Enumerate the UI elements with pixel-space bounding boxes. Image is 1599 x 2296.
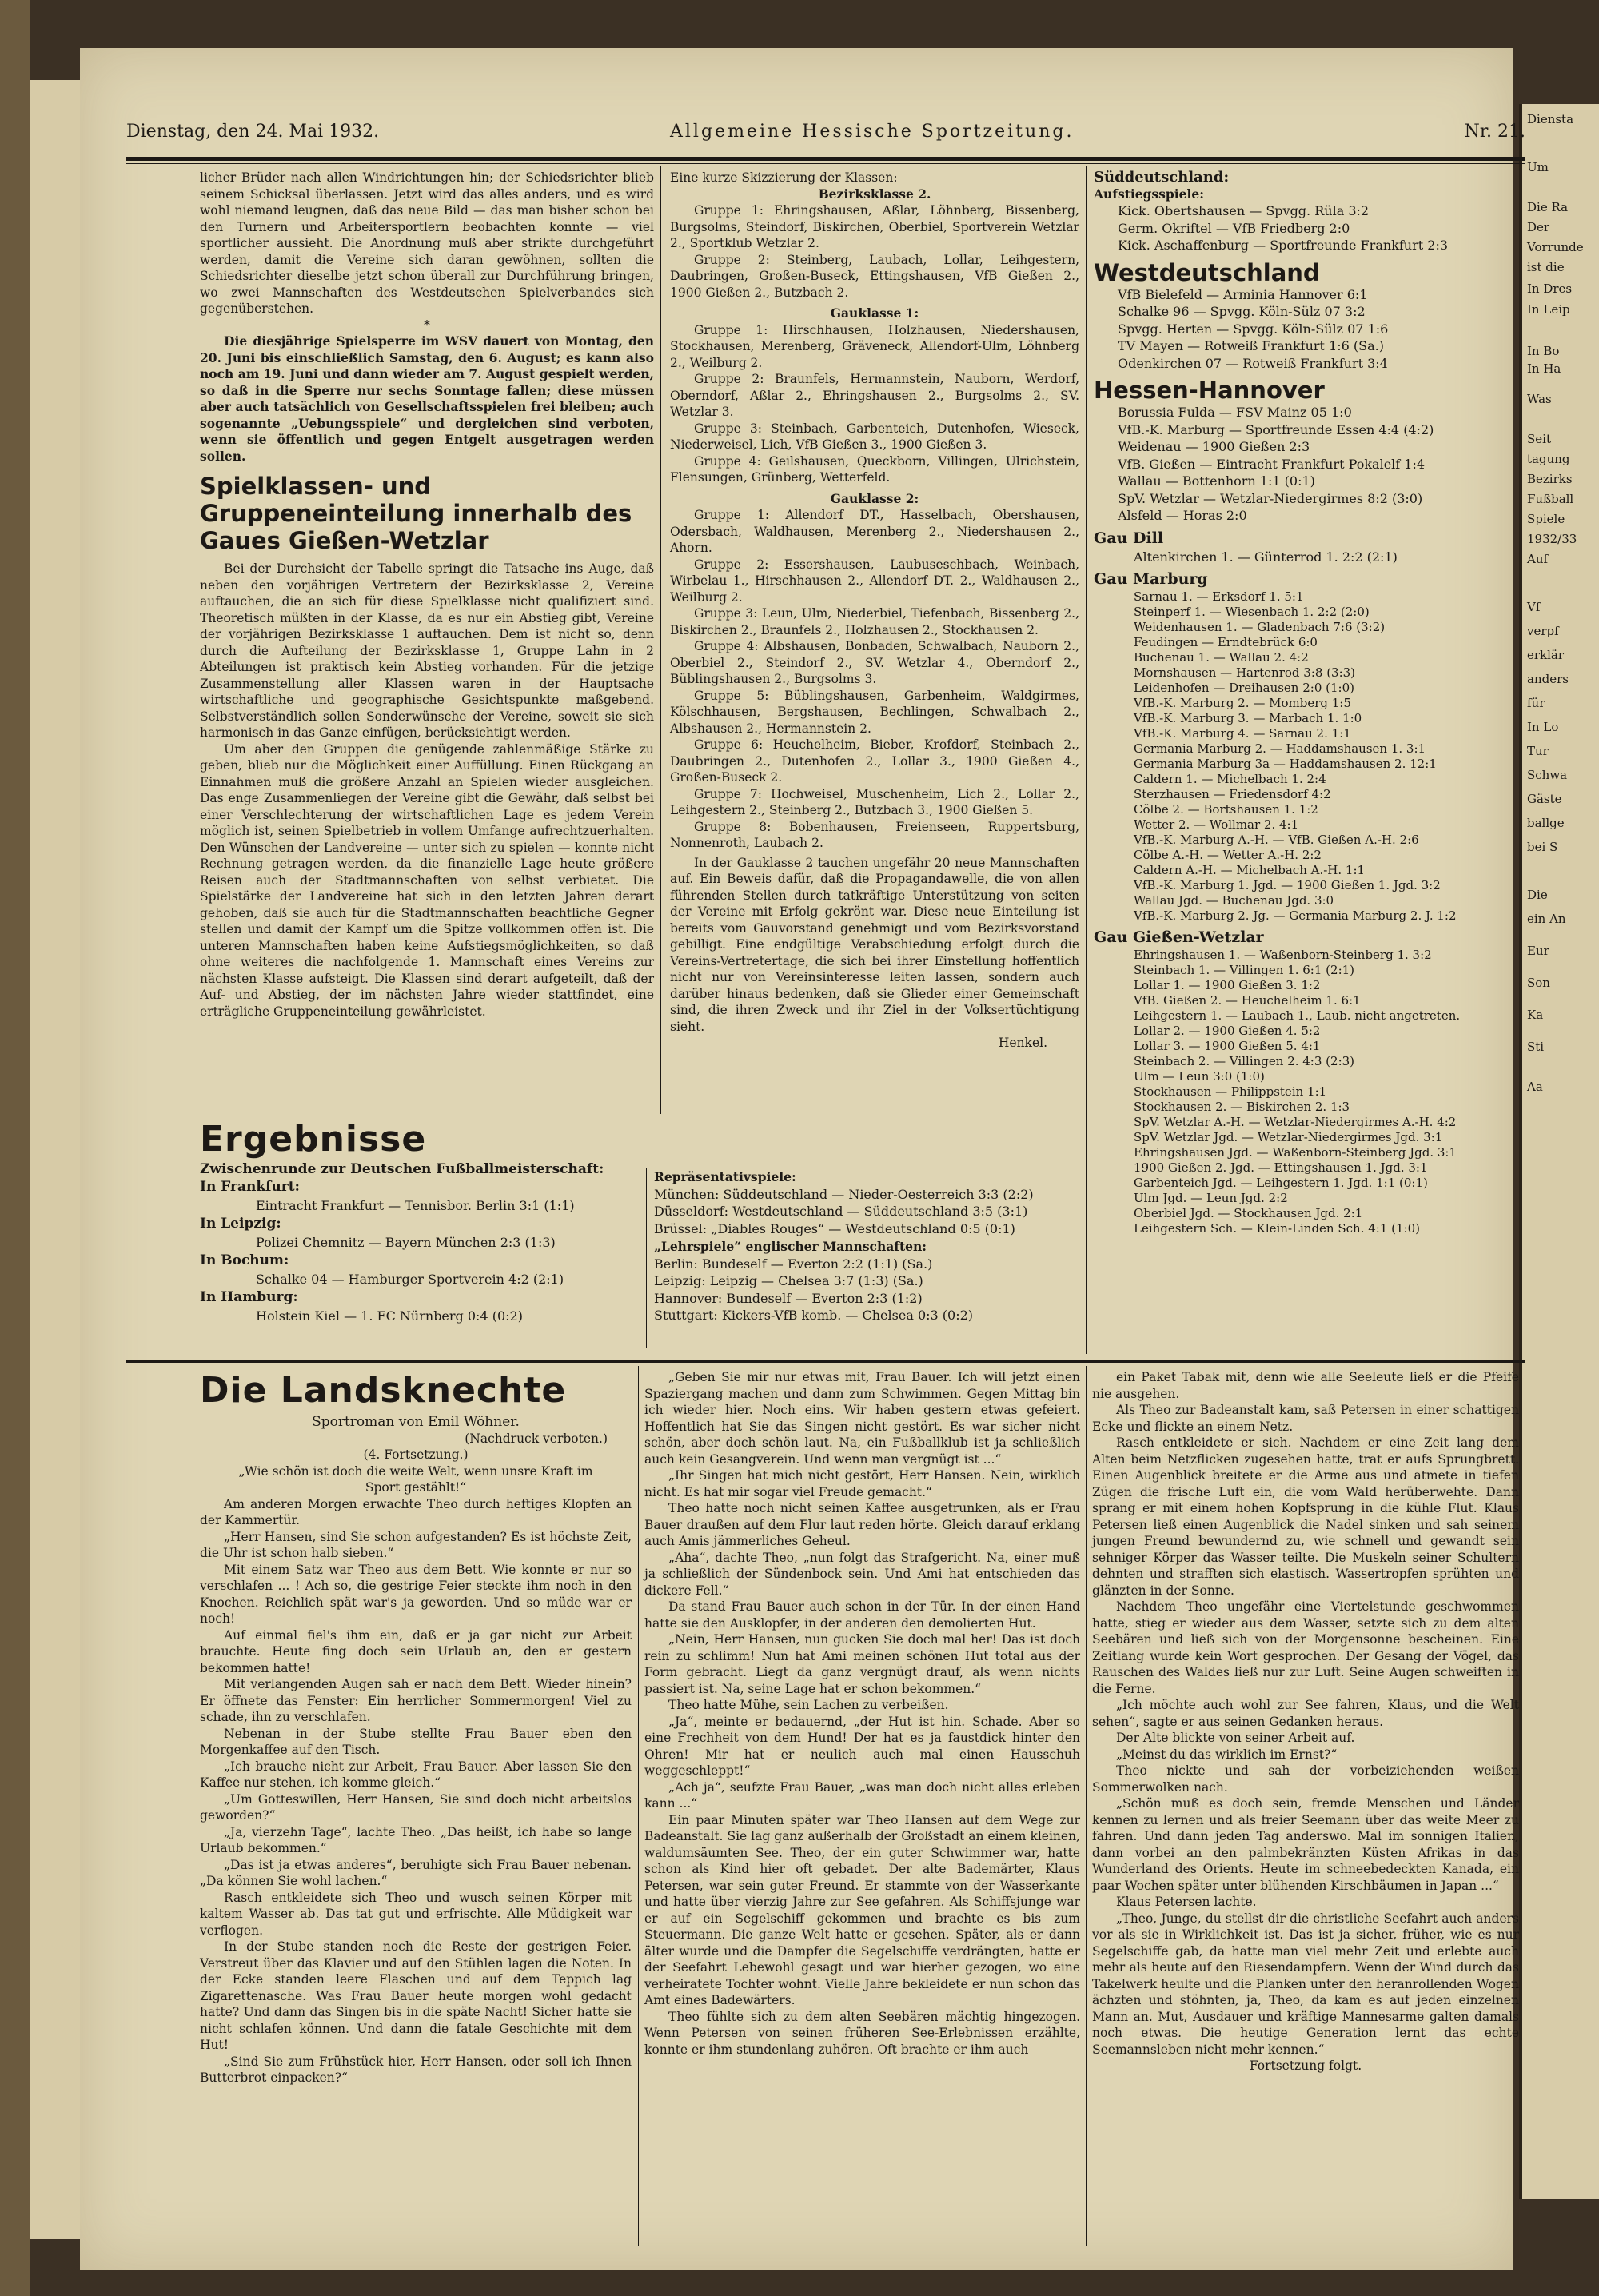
repraesentativspiele-results <box>654 1186 1082 1238</box>
gau-marburg-results <box>1094 589 1519 924</box>
masthead-rule <box>126 157 1525 161</box>
next-page-fragment: Gäste <box>1527 792 1562 806</box>
result-line: Stockhausen — Philippstein 1:1 <box>1134 1084 1327 1099</box>
group-entry: Gruppe 1: Allendorf DT., Hasselbach, Obershausen, Odersbach, Waldhausen, Merenberg 2., Niedershausen 2., Ahorn. <box>670 508 1079 555</box>
result-line: Spvgg. Herten — Spvgg. Köln-Sülz 07 1:6 <box>1118 321 1389 337</box>
result-line: Germ. Okriftel — VfB Friedberg 2:0 <box>1118 220 1350 236</box>
result-line: Odenkirchen 07 — Rotweiß Frankfurt 3:4 <box>1118 355 1388 371</box>
result-line: VfB.-K. Marburg 4. — Sarnau 2. 1:1 <box>1134 726 1351 741</box>
separator-star: * <box>424 317 430 333</box>
group-entry: Gruppe 3: Leun, Ulm, Niederbiel, Tiefenbach, Bissenberg 2., Biskirchen 2., Braunfels 2., Holzhausen 2., Stockhausen 2. <box>670 606 1079 637</box>
novel-paragraph: Auf einmal fiel's ihm ein, daß er ja gar nicht zur Arbeit brauchte. Heute fing doch sein Urlaub an, den er gestern bekommen hatte! <box>200 1627 632 1675</box>
novel-column-3 <box>1092 1369 1519 2074</box>
next-page-fragment: Seit <box>1527 432 1551 446</box>
result-line: Borussia Fulda — FSV Mainz 05 1:0 <box>1118 405 1352 420</box>
venue-match: Polizei Chemnitz — Bayern München 2:3 (1:3) <box>256 1234 556 1250</box>
result-line: Wetter 2. — Wollmar 2. 4:1 <box>1134 817 1299 832</box>
spielsperre-notice: Die diesjährige Spielsperre im WSV dauert von Montag, den 20. Juni bis einschließlich Samstag, den 6. August; es kann also noch am 19. Juni und dann wieder am 7. August gespielt werden, so daß in die Sperre nur sechs Sonntage fallen; diese müssen aber auch tatsächlich von Gesellschaftsspielen frei bleiben; auch sogenannte „Uebungsspiele“ und dergleichen sind verboten, wenn sie öffentlich und gegen Entgelt ausgetragen werden sollen. <box>200 333 654 464</box>
venue-match: Schalke 04 — Hamburger Sportverein 4:2 (2:1) <box>256 1271 564 1287</box>
next-page-fragment: 1932/33 <box>1527 532 1577 546</box>
masthead-number: Nr. 21. <box>1464 122 1525 142</box>
next-page-fragment: Was <box>1527 392 1552 406</box>
repraesentativspiele-title: Repräsentativspiele: <box>654 1169 796 1184</box>
ergebnisse-section <box>200 1118 644 1325</box>
novel-paragraph: „Sind Sie zum Frühstück hier, Herr Hansen, oder soll ich Ihnen Butterbrot einpacken?“ <box>200 2054 632 2085</box>
intro-paragraph: licher Brüder nach allen Windrichtungen hin; der Schiedsrichter blieb seinem Schicksal überlassen. Jetzt wird das alles anders, und es wird wohl niemand leugnen, daß das neue Bild — das man bisher schon bei den Turnern und Arbeitersportlern beobachten konnte — viel sportlicher aussieht. Die Anordnung muß aber strikte durchgeführt werden, damit die Vereine sich daran gewöhnen, sollten die Schiedsrichter dieselbe jetzt schon überall zur Durchführung bringen, wo zwei Mannschaften des Westdeutschen Spielverbandes sich gegenüberstehen. <box>200 170 654 316</box>
next-page-fragment: Diensta <box>1527 112 1574 126</box>
column-3 <box>1094 170 1519 1236</box>
novel-paragraph: „Um Gotteswillen, Herr Hansen, Sie sind doch nicht arbeitslos geworden?“ <box>200 1791 632 1823</box>
novel-paragraph: In der Stube standen noch die Reste der gestrigen Feier. Verstreut über das Klavier und auf den Stühlen lagen die Noten. In der Ecke standen leere Flaschen und auf dem Teppich lag Zigarettenasche. Was Frau Bauer heute morgen wohl gedacht hatte? Und dann das Singen bis in die späte Nacht! Sicher hatte sie nicht schlafen können. Und dann die fatale Geschichte mit dem Hut! <box>200 1939 632 2052</box>
result-line: Garbenteich Jgd. — Leihgestern 1. Jgd. 1:1 (0:1) <box>1134 1176 1428 1190</box>
novel-title: Die Landsknechte <box>200 1370 567 1411</box>
next-page-fragment: Ka <box>1527 1008 1544 1022</box>
novel-paragraph: „Ich möchte auch wohl zur See fahren, Klaus, und die Welt sehen“, sagte er aus seinen Gedanken heraus. <box>1092 1698 1519 1729</box>
next-page-fragment: Schwa <box>1527 768 1568 782</box>
result-line: Ehringshausen Jgd. — Waßenborn-Steinberg Jgd. 3:1 <box>1134 1145 1457 1160</box>
novel-rights: (Nachdruck verboten.) <box>465 1431 608 1446</box>
next-page-fragment: In Leip <box>1527 302 1570 317</box>
skizzierung-intro: Eine kurze Skizzierung der Klassen: <box>670 170 898 185</box>
lehrspiele-results <box>654 1256 1082 1324</box>
result-line: Ulm Jgd. — Leun Jgd. 2:2 <box>1134 1191 1288 1205</box>
result-line: Lollar 1. — 1900 Gießen 3. 1:2 <box>1134 978 1321 992</box>
closing-paragraph: In der Gauklasse 2 tauchen ungefähr 20 neue Mannschaften auf. Ein Beweis dafür, daß die Propagandawelle, die von allen führenden Stellen durch tatkräftige Unterstützung von seiten der Vereine mit Erfolg gekrönt war. Diese neue Einteilung ist bereits vom Gauvorstand genehmigt und vom Bezirksvorstand gebilligt. Eine endgültige Verabschiedung erfolgt durch die Vereins-Vertretertage, die sich bei ihrer Einstellung hoffentlich nicht nur von Vereinsinteresse leiten lassen, sondern auch darüber hinaus bedenken, daß sie Glieder einer Gemeinschaft sind, die ihren Zweck und ihr Ziel in der Volksertüchtigung sieht. <box>670 855 1079 1034</box>
next-page-fragment: Fußball <box>1527 492 1574 506</box>
novel-paragraph: „Herr Hansen, sind Sie schon aufgestanden? Es ist höchste Zeit, die Uhr ist schon halb sieben.“ <box>200 1529 632 1560</box>
group-entry: Gruppe 2: Steinberg, Laubach, Lollar, Leihgestern, Daubringen, Großen-Buseck, Ettingshausen, VfB Gießen 2., 1900 Gießen 2., Butzbach 2. <box>670 252 1079 300</box>
result-line: Steinbach 2. — Villingen 2. 4:3 (2:3) <box>1134 1054 1355 1068</box>
next-page-fragment: anders <box>1527 672 1569 686</box>
result-line: Kick. Aschaffenburg — Sportfreunde Frankfurt 2:3 <box>1118 238 1449 253</box>
result-line: Kick. Obertshausen — Spvgg. Rüla 3:2 <box>1118 203 1370 218</box>
group-entry: Gruppe 4: Geilshausen, Queckborn, Villingen, Ulrichstein, Flensungen, Grünberg, Wetterfeld. <box>670 453 1079 485</box>
sueddeutschland-results <box>1094 202 1519 254</box>
gauklasse-1-groups <box>670 322 1079 486</box>
novel-paragraph: Mit verlangenden Augen sah er nach dem Bett. Wieder hinein? Er öffnete das Fenster: Ein herrlicher Sommermorgen! Viel zu schade, ihn zu verschlafen. <box>200 1677 632 1724</box>
novel-paragraph: Der Alte blickte von seiner Arbeit auf. <box>1116 1731 1355 1745</box>
result-line: Hannover: Bundeself — Everton 2:3 (1:2) <box>654 1290 923 1306</box>
next-page-fragment: Bezirks <box>1527 472 1573 486</box>
novel-verse: „Wie schön ist doch die weite Welt, wenn unsre Kraft im Sport gestählt!“ <box>238 1463 593 1495</box>
repraesentativ-section <box>654 1169 1082 1324</box>
masthead-title: Allgemeine Hessische Sportzeitung. <box>670 122 1075 142</box>
next-page-fragment: Auf <box>1527 552 1549 566</box>
group-entry: Gruppe 5: Büblingshausen, Garbenheim, Waldgirmes, Kölschhausen, Bergshausen, Bechlingen, Schwalbach 2., Albshausen 2., Hermannstein 2. <box>670 688 1079 736</box>
result-line: Caldern 1. — Michelbach 1. 2:4 <box>1134 772 1326 786</box>
result-line: Alsfeld — Horas 2:0 <box>1118 508 1247 523</box>
novel-paragraph: „Geben Sie mir nur etwas mit, Frau Bauer. Ich will jetzt einen Spaziergang machen und dann zum Schwimmen. Gegen Mittag bin ich wieder hier. Noch eins. Wir haben gestern etwas gefeiert. Hoffentlich hat Sie das Singen nicht gestört. Es war sicher nicht schön, aber doch schön laut. Na, ein Fußballklub ist ja schließlich auch kein Gesangverein. Und wenn man vergnügt ist ...“ <box>644 1370 1080 1467</box>
next-page-fragment: Spiele <box>1527 512 1565 526</box>
result-line: Steinbach 1. — Villingen 1. 6:1 (2:1) <box>1134 963 1355 977</box>
next-page-fragment: Um <box>1527 160 1549 174</box>
novel-text-1 <box>200 1496 632 2086</box>
gau-giessen-wetzlar-results <box>1094 948 1519 1236</box>
result-line: Leihgestern 1. — Laubach 1., Laub. nicht angetreten. <box>1134 1008 1461 1023</box>
next-page-fragment: tagung <box>1527 452 1570 466</box>
masthead-date: Dienstag, den 24. Mai 1932. <box>126 122 380 142</box>
gau-giessen-wetzlar-title: Gau Gießen-Wetzlar <box>1094 928 1264 946</box>
novel-column-rule-1 <box>638 1366 639 2246</box>
novel-paragraph: „Ich brauche nicht zur Arbeit, Frau Bauer. Aber lassen Sie den Kaffee nur stehen, ich komme gleich.“ <box>200 1759 632 1790</box>
novel-top-rule <box>126 1360 1525 1363</box>
result-line: Stockhausen 2. — Biskirchen 2. 1:3 <box>1134 1100 1350 1114</box>
novel-paragraph: „Ja, vierzehn Tage“, lachte Theo. „Das heißt, ich habe so lange Urlaub bekommen.“ <box>200 1824 632 1855</box>
next-page-fragment: In Ha <box>1527 361 1561 376</box>
gau-dill-results <box>1094 549 1519 566</box>
result-line: Germania Marburg 2. — Haddamshausen 1. 3:1 <box>1134 741 1426 756</box>
result-line: Cölbe A.-H. — Wetter A.-H. 2:2 <box>1134 848 1322 862</box>
result-line: Sterzhausen — Friedensdorf 4:2 <box>1134 787 1331 801</box>
section-heading: Spielklassen- und Gruppeneinteilung innerhalb des Gaues Gießen-Wetzlar <box>200 473 632 554</box>
result-line: Cölbe 2. — Bortshausen 1. 1:2 <box>1134 802 1318 817</box>
group-entry: Gruppe 8: Bobenhausen, Freienseen, Ruppertsburg, Nonnenroth, Laubach 2. <box>670 819 1079 850</box>
next-page-fragment: Son <box>1527 976 1550 990</box>
next-page-fragment: Die Ra <box>1527 200 1569 214</box>
next-page-fragment: Der <box>1527 220 1550 234</box>
novel-paragraph: „Das ist ja etwas anderes“, beruhigte sich Frau Bauer nebenan. „Da können Sie wohl lachen.“ <box>200 1857 632 1888</box>
next-page-fragment: Die <box>1527 888 1548 902</box>
group-entry: Gruppe 2: Braunfels, Hermannstein, Nauborn, Werdorf, Oberndorf, Aßlar 2., Ehringshausen 2., Burgsolms 2., SV. Wetzlar 3. <box>670 372 1079 419</box>
result-line: VfB.-K. Marburg A.-H. — VfB. Gießen A.-H. 2:6 <box>1134 833 1419 847</box>
result-line: VfB. Gießen — Eintracht Frankfurt Pokalelf 1:4 <box>1118 456 1426 472</box>
next-page-fragment: ein An <box>1527 912 1566 926</box>
venue-place: In Bochum: <box>200 1252 289 1268</box>
next-page-fragment: für <box>1527 696 1545 710</box>
result-line: Leihgestern Sch. — Klein-Linden Sch. 4:1 (1:0) <box>1134 1221 1420 1236</box>
next-page-fragment: Sti <box>1527 1040 1545 1054</box>
result-line: SpV. Wetzlar A.-H. — Wetzlar-Niedergirmes A.-H. 4:2 <box>1134 1115 1457 1129</box>
zwischenrunde-results <box>200 1178 644 1325</box>
result-line: Germania Marburg 3a — Haddamshausen 2. 12:1 <box>1134 757 1437 771</box>
result-line: Wallau Jgd. — Buchenau Jgd. 3:0 <box>1134 893 1334 908</box>
novel-paragraph: Klaus Petersen lachte. <box>1116 1895 1257 1909</box>
novel-column-1 <box>200 1369 632 2086</box>
novel-paragraph: Ein paar Minuten später war Theo Hansen auf dem Wege zur Badeanstalt. Sie lag ganz außerhalb der Großstadt an einem kleinen, waldumsäumten See. Theo, der ein guter Schwimmer war, hatte schon als Kind hier oft gebadet. Der alte Bademärter, Klaus Petersen, war sein guter Freund. Er stammte von der Wasserkante und hatte über vierzig Jahre zur See gefahren. Als Schiffsjunge war er auf ein Segelschiff gekommen und brachte es bis zum Steuermann. Die ganze Welt hatte er gesehen. Später, als er dann älter wurde und die Dampfer die Segelschiffe verdrängten, hatte er der Seefahrt Lebewohl gesagt und war hierher gezogen, wo eine verheiratete Tochter wohnt. Vielle Jahre bekleidete er nun schon das Amt eines Badewärters. <box>644 1812 1080 2007</box>
novel-paragraph: Theo hatte Mühe, sein Lachen zu verbeißen. <box>668 1698 949 1712</box>
novel-installment: (4. Fortsetzung.) <box>363 1447 469 1462</box>
page-edges <box>30 80 82 2239</box>
gauklasse-1-title: Gauklasse 1: <box>830 305 919 321</box>
result-line: Lollar 2. — 1900 Gießen 4. 5:2 <box>1134 1024 1321 1038</box>
group-entry: Gruppe 1: Hirschhausen, Holzhausen, Niedershausen, Stockhausen, Merenberg, Gräveneck, Allendorf-Ulm, Löhnberg 2., Weilburg 2. <box>670 322 1079 370</box>
next-page-fragment: bei S <box>1527 840 1558 854</box>
result-line: Feudingen — Erndtebrück 6:0 <box>1134 635 1318 649</box>
masthead-rule-thin <box>126 163 1525 164</box>
lehrspiele-title: „Lehrspiele“ englischer Mannschaften: <box>654 1239 927 1254</box>
next-page-fragment: erklär <box>1527 648 1565 662</box>
column-rule-2 <box>1086 166 1087 1354</box>
westdeutschland-results <box>1094 286 1519 373</box>
next-page-fragment: ist die <box>1527 260 1565 274</box>
novel-paragraph: „Theo, Junge, du stellst dir die christliche Seefahrt auch anders vor als sie in Wirklichkeit ist. Das ist ja sicher, früher, wie es nur Segelschiffe gab, da hatte man viel mehr Zeit und erlebte auch mehr als heute auf den Riesendampfern. Wenn der Wind durch das Takelwerk heulte und die Planken unter den heranrollenden Wogen ächzten und stöhnten, ja, Theo, da kam es auf jeden einzelnen Mann an. Mut, Ausdauer und kräftige Mannesarme galten damals noch etwas. Die heutige Generation lernt das echte Seemannsleben nicht mehr kennen.“ <box>1092 1911 1519 2057</box>
result-line: 1900 Gießen 2. Jgd. — Ettingshausen 1. Jgd. 3:1 <box>1134 1160 1428 1175</box>
column-rule-1 <box>660 166 661 1114</box>
next-page-fragment: ballge <box>1527 816 1565 830</box>
result-line: München: Süddeutschland — Nieder-Oesterreich 3:3 (2:2) <box>654 1186 1034 1202</box>
next-page-fragment: In Lo <box>1527 720 1559 734</box>
gau-marburg-title: Gau Marburg <box>1094 570 1208 588</box>
novel-paragraph: Mit einem Satz war Theo aus dem Bett. Wie konnte er nur so verschlafen ... ! Ach so, die gestrige Feier steckte ihm noch in den Knochen. Reichlich spät war's ja geworden. Und so müde war er noch! <box>200 1562 632 1626</box>
novel-paragraph: „Meinst du das wirklich im Ernst?“ <box>1116 1747 1338 1762</box>
result-line: TV Mayen — Rotweiß Frankfurt 1:6 (Sa.) <box>1118 338 1384 353</box>
next-page-fragment: In Bo <box>1527 344 1560 358</box>
novel-paragraph: Am anderen Morgen erwachte Theo durch heftiges Klopfen an der Kammertür. <box>200 1496 632 1527</box>
result-line: Leidenhofen — Dreihausen 2:0 (1:0) <box>1134 681 1354 695</box>
gauklasse-2-title: Gauklasse 2: <box>830 490 919 506</box>
result-line: Altenkirchen 1. — Günterrod 1. 2:2 (2:1) <box>1134 549 1398 565</box>
group-entry: Gruppe 4: Albshausen, Bonbaden, Schwalbach, Nauborn 2., Oberbiel 2., Steindorf 2., SV. Wetzlar 4., Oberndorf 2., Büblingshausen 2., Burgsolms 3. <box>670 639 1079 686</box>
next-page-fragment: verpf <box>1527 624 1559 638</box>
gau-dill-title: Gau Dill <box>1094 529 1164 547</box>
binding-strip <box>0 0 30 2296</box>
result-line: VfB.-K. Marburg — Sportfreunde Essen 4:4 (4:2) <box>1118 421 1434 437</box>
paragraph: Um aber den Gruppen die genügende zahlenmäßige Stärke zu geben, blieb nur die Möglichkeit einer Auffüllung. Einen Rückgang an Einnahmen muß die größere Anzahl an Spielen wieder ausgleichen. Das enge Zusammenliegen der Vereine gibt die Gewähr, daß selbst bei einer Verschlechterung der wirtschaftlichen Lage es jedem Verein möglich ist, seinen Spielbetrieb in vollem Umfange aufrechtzuerhalten. Den Wünschen der Landvereine — unter sich zu spielen — konnte nicht Rechnung getragen werden, da die finanzielle Lage heute größere Reisen auch der Stadtmannschaften von selbst verbietet. Die Spielstärke der Landvereine hat sich in den letzten Jahren derart gehoben, daß sie auch für die Stadtmannschaften beachtliche Gegner stellen und damit der Kampf um die Spitze vollkommen offen ist. Die unteren Mannschaften haben keine Aufstiegsmöglichkeiten, so daß ohne weiteres die nachfolgende 1. Mannschaft eines Vereins zur nächsten Klasse aufsteigt. Die Klassen sind derart aufgeteilt, daß der Auf- und Abstieg, der im nächsten Jahre wieder stattfindet, eine erträgliche Gruppeneinteilung gewährleistet. <box>200 741 654 1019</box>
group-entry: Gruppe 7: Hochweisel, Muschenheim, Lich 2., Lollar 2., Leihgestern 2., Steinberg 2., Butzbach 3., 1900 Gießen 5. <box>670 786 1079 817</box>
venue-match: Eintracht Frankfurt — Tennisbor. Berlin 3:1 (1:1) <box>256 1197 575 1213</box>
novel-paragraph: „Ihr Singen hat mich nicht gestört, Herr Hansen. Nein, wirklich nicht. Es hat mir sogar viel Freude gemacht.“ <box>644 1468 1080 1499</box>
next-page-fragment: In Dres <box>1527 282 1573 296</box>
paragraph: Bei der Durchsicht der Tabelle springt die Tatsache ins Auge, daß neben den vorjährigen Vertretern der Bezirksklasse 2, Vereine auftauchen, die an sich für diese Spielklasse nicht qualifiziert sind. Theoretisch müßten in der Klasse, da es nur ein Abstieg gibt, Vereine der vorjährigen Bezirksklasse 1 auftauchen. Dem ist nicht so, denn durch die Aufteilung der Bezirksklasse 1, Gruppe Lahn in 2 Abteilungen ist praktisch kein Abstieg vorhanden. Für die jetzige Zusammenstellung aller Klassen waren in der Hauptsache wirtschaftliche und geographische Gesichtspunkte maßgebend. Selbstverständlich sollen Sonderwünsche der Vereine, soweit sie sich harmonisch in das Ganze einfügen, berücksichtigt werden. <box>200 561 654 740</box>
column-2 <box>670 170 1079 1052</box>
result-line: SpV. Wetzlar Jgd. — Wetzlar-Niedergirmes Jgd. 3:1 <box>1134 1130 1443 1144</box>
novel-paragraph: „Nein, Herr Hansen, nun gucken Sie doch mal her! Das ist doch rein zu schlimm! Nun hat Ami meinen schönen Hut total aus der Form gebracht. Liegt da ganz vergnügt drauf, als wenn nichts passiert ist. Na, seine Lage hat er schon bekommen.“ <box>644 1632 1080 1696</box>
novel-paragraph: Theo hatte noch nicht seinen Kaffee ausgetrunken, als er Frau Bauer draußen auf dem Flur laut reden hörte. Gleich darauf erklang auch Amis jämmerliches Geheul. <box>644 1501 1080 1548</box>
author: Henkel. <box>998 1036 1047 1050</box>
result-line: Brüssel: „Diables Rouges“ — Westdeutschland 0:5 (0:1) <box>654 1220 1015 1236</box>
result-line: Weidenhausen 1. — Gladenbach 7:6 (3:2) <box>1134 620 1386 634</box>
novel-paragraph: „Aha“, dachte Theo, „nun folgt das Strafgericht. Na, einer muß ja schließlich der Sündenbock sein. Und Ami hat entschieden das dickere Fell.“ <box>644 1550 1080 1598</box>
result-line: VfB.-K. Marburg 3. — Marbach 1. 1:0 <box>1134 711 1362 725</box>
ergebnisse-subtitle: Zwischenrunde zur Deutschen Fußballmeisterschaft: <box>200 1161 604 1177</box>
novel-paragraph: Da stand Frau Bauer auch schon in der Tür. In der einen Hand hatte sie den Ausklopfer, in der anderen den demolierten Hut. <box>644 1599 1080 1631</box>
novel-paragraph: „Schön muß es doch sein, fremde Menschen und Länder kennen zu lernen und als freier Seemann über das weite Meer zu fahren. Und dann jeden Tag anderswo. Mal im sonnigen Italien, dann vorbei an den palmbekränzten Küsten Afrikas in das Wunderland des Orients. Heute im schneebedeckten Kanada, ein paar Wochen später unter blühenden Kirschbäumen in Japan ...“ <box>1092 1796 1519 1893</box>
next-page-fragment: Tur <box>1527 744 1549 758</box>
result-line: Ulm — Leun 3:0 (1:0) <box>1134 1069 1265 1084</box>
novel-column-rule-2 <box>1086 1366 1087 2246</box>
next-page-fragment: Vf <box>1527 600 1541 614</box>
bezirksklasse-title: Bezirksklasse 2. <box>818 186 931 202</box>
result-line: Buchenau 1. — Wallau 2. 4:2 <box>1134 650 1309 665</box>
result-line: Berlin: Bundeself — Everton 2:2 (1:1) (Sa.) <box>654 1256 933 1272</box>
result-line: Caldern A.-H. — Michelbach A.-H. 1:1 <box>1134 863 1366 877</box>
result-line: Lollar 3. — 1900 Gießen 5. 4:1 <box>1134 1039 1321 1053</box>
westdeutschland-title: Westdeutschland <box>1094 258 1320 286</box>
result-line: VfB.-K. Marburg 2. Jg. — Germania Marburg 2. J. 1:2 <box>1134 908 1457 923</box>
novel-paragraph: „Ja“, meinte er bedauernd, „der Hut ist hin. Schade. Aber so eine Frechheit von dem Hund! Der hat es ja faustdick hinter den Ohren! Mir hat er neulich auch mal einen Hausschuh weggeschleppt!“ <box>644 1714 1080 1778</box>
next-page-edge <box>1519 104 1599 2199</box>
next-page-fragment: Aa <box>1527 1080 1543 1094</box>
venue-place: In Frankfurt: <box>200 1178 300 1195</box>
ergebnisse-mid-rule <box>646 1168 647 1348</box>
result-line: Leipzig: Leipzig — Chelsea 3:7 (1:3) (Sa.) <box>654 1273 923 1288</box>
novel-paragraph: Rasch entkleidete sich Theo und wusch seinen Körper mit kaltem Wasser ab. Das tat gut und erfrischte. Alle Müdigkeit war verflogen. <box>200 1890 632 1938</box>
novel-paragraph: Nebenan in der Stube stellte Frau Bauer eben den Morgenkaffee auf den Tisch. <box>200 1726 632 1757</box>
result-line: Schalke 96 — Spvgg. Köln-Sülz 07 3:2 <box>1118 304 1366 319</box>
novel-paragraph: Als Theo zur Badeanstalt kam, saß Petersen in einer schattigen Ecke und flickte an einem Netz. <box>1092 1403 1519 1434</box>
result-line: VfB Bielefeld — Arminia Hannover 6:1 <box>1118 286 1368 302</box>
result-line: VfB.-K. Marburg 2. — Momberg 1:5 <box>1134 696 1351 710</box>
venue-place: In Leipzig: <box>200 1215 281 1232</box>
novel-paragraph: Theo fühlte sich zu dem alten Seebären mächtig hingezogen. Wenn Petersen von seinen früheren See-Erlebnissen erzählte, konnte er ihm stundenlang zuhören. Oft brachte er ihm auch <box>644 2009 1080 2057</box>
result-line: Steinperf 1. — Wiesenbach 1. 2:2 (2:0) <box>1134 605 1370 619</box>
result-line: VfB.-K. Marburg 1. Jgd. — 1900 Gießen 1. Jgd. 3:2 <box>1134 878 1441 892</box>
hessen-hannover-results <box>1094 404 1519 525</box>
group-entry: Gruppe 2: Essershausen, Laubuseschbach, Weinbach, Wirbelau 1., Hirschhausen 2., Allendorf DT. 2., Waldhausen 2., Weilburg 2. <box>670 557 1079 605</box>
novel-column-2 <box>644 1369 1080 2058</box>
venue-place: In Hamburg: <box>200 1288 298 1305</box>
group-entry: Gruppe 3: Steinbach, Garbenteich, Dutenhofen, Wieseck, Niederweisel, Lich, VfB Gießen 3., 1900 Gießen 3. <box>670 421 1079 452</box>
venue-match: Holstein Kiel — 1. FC Nürnberg 0:4 (0:2) <box>256 1308 523 1324</box>
result-line: Ehringshausen 1. — Waßenborn-Steinberg 1. 3:2 <box>1134 948 1432 962</box>
column-1 <box>200 170 654 1020</box>
result-line: Düsseldorf: Westdeutschland — Süddeutschland 3:5 (3:1) <box>654 1204 1028 1219</box>
sueddeutschland-title: Süddeutschland: <box>1094 169 1230 186</box>
result-line: VfB. Gießen 2. — Heuchelheim 1. 6:1 <box>1134 993 1361 1008</box>
fortsetzung-folgt: Fortsetzung folgt. <box>1249 2058 1362 2073</box>
bezirksklasse-groups <box>670 202 1079 301</box>
result-line: Wallau — Bottenhorn 1:1 (0:1) <box>1118 473 1315 489</box>
masthead <box>126 118 1525 144</box>
result-line: Oberbiel Jgd. — Stockhausen Jgd. 2:1 <box>1134 1206 1363 1220</box>
group-entry: Gruppe 6: Heuchelheim, Bieber, Krofdorf, Steinbach 2., Daubringen 2., Dutenhofen 2., Lollar 3., 1900 Gießen 4., Großen-Buseck 2. <box>670 737 1079 785</box>
result-line: Sarnau 1. — Erksdorf 1. 5:1 <box>1134 589 1304 604</box>
result-line: SpV. Wetzlar — Wetzlar-Niedergirmes 8:2 (3:0) <box>1118 490 1423 506</box>
group-entry: Gruppe 1: Ehringshausen, Aßlar, Löhnberg, Bissenberg, Burgsolms, Steindorf, Biskirchen, Oberbiel, Sportverein Wetzlar 2., Sportklub Wetzlar 2. <box>670 203 1079 250</box>
next-page-fragment: Eur <box>1527 944 1549 958</box>
hessen-hannover-title: Hessen-Hannover <box>1094 377 1325 404</box>
novel-paragraph: „Ach ja“, seufzte Frau Bauer, „was man doch nicht alles erleben kann ...“ <box>644 1779 1080 1811</box>
novel-subtitle: Sportroman von Emil Wöhner. <box>312 1414 520 1430</box>
result-line: Mornshausen — Hartenrod 3:8 (3:3) <box>1134 665 1356 680</box>
result-line: Weidenau — 1900 Gießen 2:3 <box>1118 439 1310 454</box>
next-page-fragment: Vorrunde <box>1527 240 1584 254</box>
result-line: Stuttgart: Kickers-VfB komb. — Chelsea 0:3 (0:2) <box>654 1308 974 1323</box>
novel-text-3 <box>1092 1369 1519 2058</box>
novel-paragraph: ein Paket Tabak mit, denn wie alle Seeleute ließ er die Pfeife nie ausgehen. <box>1092 1370 1519 1401</box>
ergebnisse-title: Ergebnisse <box>200 1119 427 1160</box>
aufstiegsspiele-subtitle: Aufstiegsspiele: <box>1094 186 1204 202</box>
novel-paragraph: Nachdem Theo ungefähr eine Viertelstunde geschwommen hatte, stieg er wieder aus dem Wasser, setzte sich zu dem alten Seebären und ließ sich von der Morgensonne bescheinen. Eine Zeitlang wurde kein Wort gesprochen. Der Gesang der Vögel, das Rauschen des Waldes ließ nur zur Luft. Seine Augen schweiften in die Ferne. <box>1092 1599 1519 1696</box>
novel-paragraph: Rasch entkleidete er sich. Nachdem er eine Zeit lang dem Alten beim Netzflicken zugesehen hatte, trat er aufs Sprungbrett. Einen Augenblick breitete er die Arme aus und atmete in tiefen Zügen die frische Luft ein, die vom Wald herüberwehte. Dann sprang er mit einem hohen Kopfsprung in die kühle Flut. Klaus Petersen ließ einen Augenblick die Nadel sinken und sah seinem jungen Freund bewundernd zu, wie schnell und gewandt sein sehniger Körper das Wasser teilte. Die Muskeln seiner Schultern dehnten und strafften sich elastisch. Wassertropfen sprühten und glänzten in der Sonne. <box>1092 1435 1519 1598</box>
gauklasse-2-groups <box>670 507 1079 852</box>
novel-paragraph: Theo nickte und sah der vorbeiziehenden weißen Sommerwolken nach. <box>1092 1763 1519 1795</box>
novel-text-2 <box>644 1369 1080 2058</box>
